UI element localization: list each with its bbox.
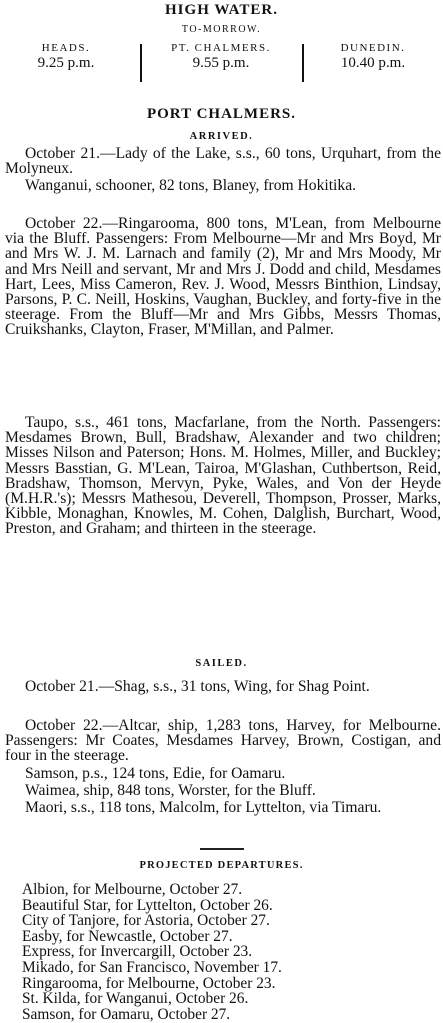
tide-place: HEADS.	[41, 42, 91, 54]
tide-place: DUNEDIN.	[340, 42, 406, 54]
tide-divider	[302, 44, 304, 82]
departure-item: Ringarooma, for Melbourne, October 23.	[22, 974, 276, 992]
tide-port-chalmers	[146, 42, 296, 72]
port-chalmers-heading: PORT CHALMERS.	[146, 106, 297, 122]
departure-item: Albion, for Melbourne, October 27.	[22, 881, 243, 898]
tide-time: 9.25 p.m.	[37, 55, 95, 71]
tomorrow-subheading: TO-MORROW.	[181, 24, 262, 35]
departure-item: Express, for Invercargill, October 23.	[22, 943, 253, 961]
tide-table	[6, 42, 437, 88]
departure-item: Easby, for Newcastle, October 27.	[22, 927, 233, 945]
sailed-entry: Waimea, ship, 848 tons, Worster, for the Bluff.	[25, 782, 316, 799]
tide-place: PT. CHALMERS.	[171, 42, 271, 54]
sailed-entry: Samson, p.s., 124 tons, Edie, for Oamaru.	[25, 765, 286, 782]
departure-item: City of Tanjore, for Astoria, October 27.	[22, 912, 270, 930]
sailed-heading: SAILED.	[195, 658, 248, 669]
departure-item: Samson, for Oamaru, October 27.	[22, 1005, 231, 1023]
tide-dunedin	[310, 42, 436, 72]
arrival-entry: Taupo, s.s., 461 tons, Macfarlane, from the North. Passengers: Mesdames Brown, Bull, Bradshaw, Alexander and two children; Misses Nilson and Paterson; Hons. M. Holmes, Miller, and Buckley; Messrs Basstian, G. M'Lean, Tairoa, M'Glashan, Cuthbertson, Reid, Bradshaw, Thomson, Mervyn, Pyke, Wales, and Von der Heyde (M.H.R.'s); Messrs Mathesou, Deverell, Thompson, Prosser, Marks, Kibble, Monaghan, Knowles, M. Cohen, Dalglish, Burchart, Wood, Preston, and Graham; and thirteen in the steerage.	[5, 414, 441, 538]
tide-divider	[140, 44, 142, 82]
sailed-entry: Maori, s.s., 118 tons, Malcolm, for Lyttelton, via Timaru.	[25, 799, 382, 816]
sailed-entry: October 21.—Shag, s.s., 31 tons, Wing, for Shag Point.	[25, 678, 370, 695]
departure-item: Mikado, for San Francisco, November 17.	[22, 958, 282, 976]
arrival-entry: October 21.—Lady of the Lake, s.s., 60 tons, Urquhart, from the Molyneux.	[5, 145, 441, 178]
section-divider	[200, 848, 244, 850]
tide-time: 10.40 p.m.	[340, 55, 406, 71]
departures-list	[22, 882, 432, 1022]
departure-item: Beautiful Star, for Lyttelton, October 26.	[22, 896, 273, 914]
sailed-entry: October 22.—Altcar, ship, 1,283 tons, Harvey, for Melbourne. Passengers: Mr Coates, Mesdames Harvey, Brown, Costigan, and four in the steerage.	[5, 717, 441, 765]
tide-heads	[6, 42, 126, 72]
high-water-heading: HIGH WATER.	[165, 2, 278, 18]
arrival-entry: October 22.—Ringarooma, 800 tons, M'Lean, from Melbourne via the Bluff. Passengers: From Melbourne—Mr and Mrs Boyd, Mr and Mrs W. J. M. Larnach and family (2), Mr and Mrs Moody, Mr and Mrs Neill and servant, Mr and Mrs J. Dodd and child, Mesdames Hart, Lees, Miss Cameron, Rev. J. Wood, Messrs Binthion, Lindsay, Parsons, P. C. Neill, Hoskins, Vaughan, Buckley, and forty-five in the steerage. From the Bluff—Mr and Mrs Gibbs, Messrs Thomas, Cruikshanks, Clayton, Fraser, M'Millan, and Palmer.	[5, 215, 441, 339]
arrival-entry: Wanganui, schooner, 82 tons, Blaney, from Hokitika.	[25, 177, 357, 194]
arrived-heading: ARRIVED.	[189, 131, 254, 142]
tide-time: 9.55 p.m.	[192, 55, 250, 71]
departure-item: St. Kilda, for Wanganui, October 26.	[22, 990, 249, 1008]
projected-departures-heading: PROJECTED DEPARTURES.	[139, 860, 304, 871]
